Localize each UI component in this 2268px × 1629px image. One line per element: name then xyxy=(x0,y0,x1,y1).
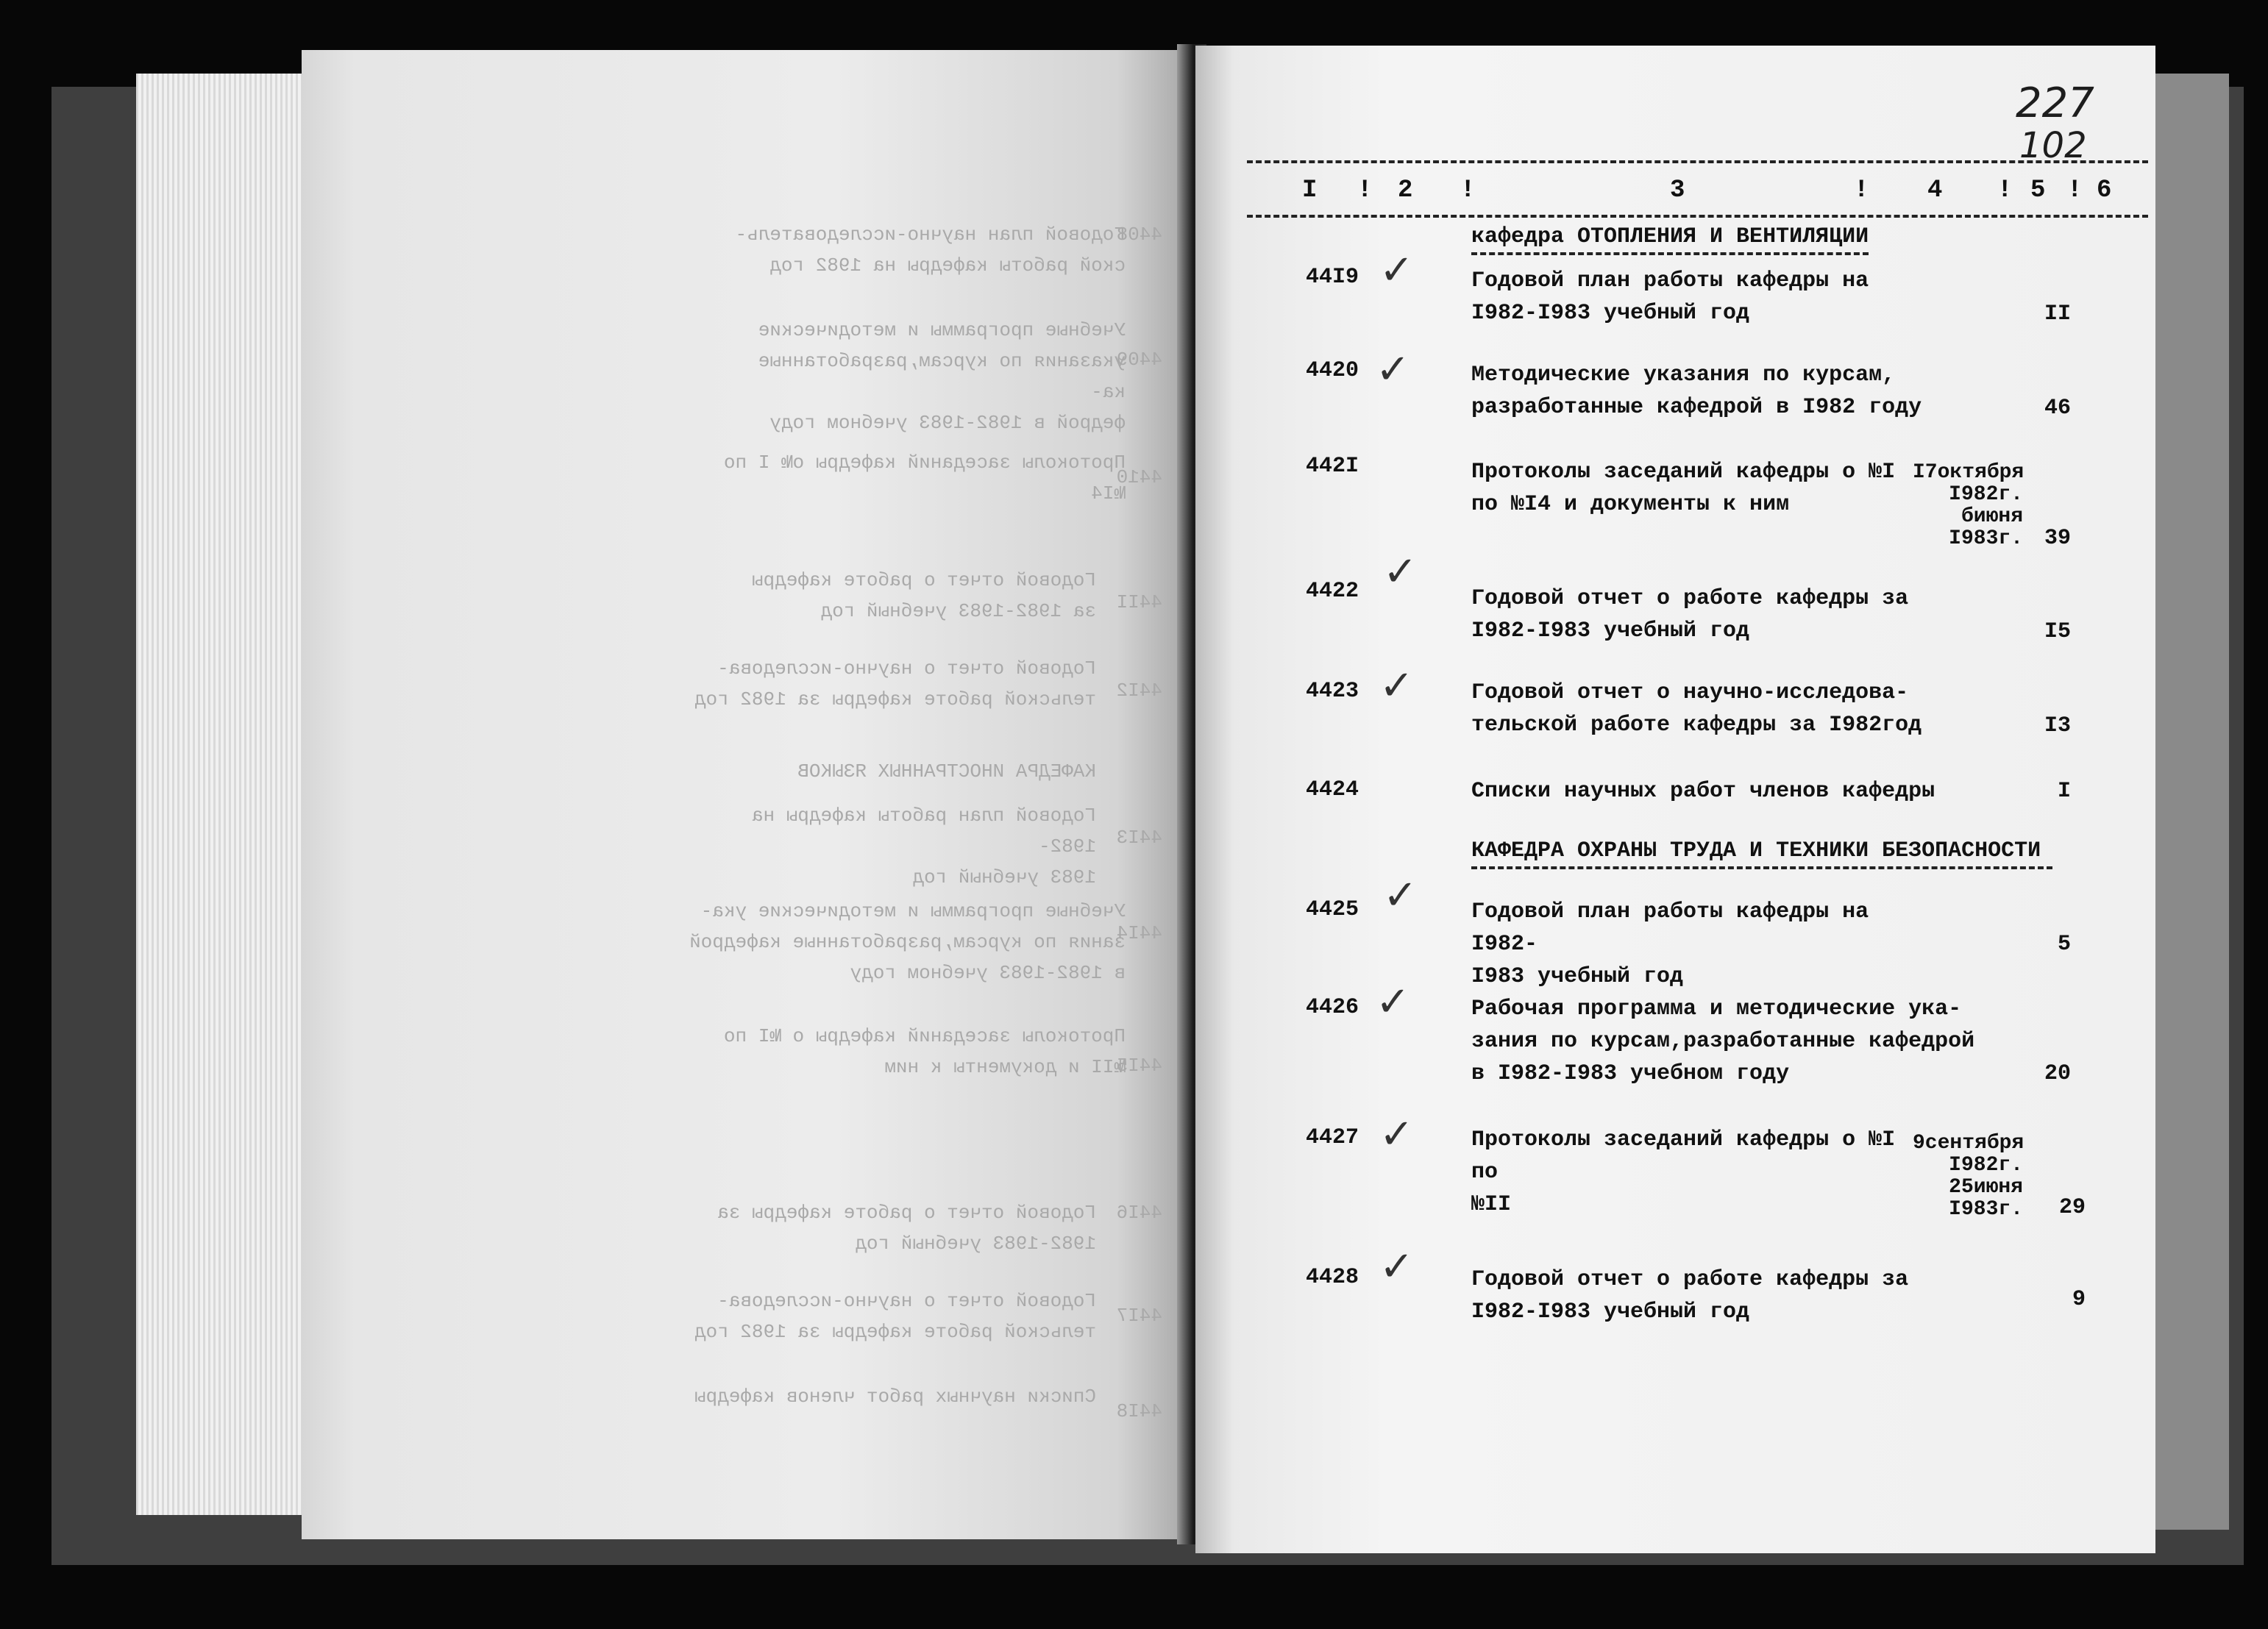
col-5: 5 xyxy=(2030,177,2046,204)
folio-bottom: 102 xyxy=(2019,125,2087,166)
ghost-num-9: 44I6 xyxy=(1116,1202,1162,1224)
entry-description: Годовой план работы кафедры на I982- I983 учебный год xyxy=(1471,899,1869,989)
entry-sheet-count: I5 xyxy=(2044,619,2071,644)
ghost-text-12: Списки научных работ членов кафедры xyxy=(694,1386,1096,1408)
col-3: 3 xyxy=(1670,177,1685,204)
entry-number: 4422 xyxy=(1306,579,1359,604)
ghost-num-10: 44I7 xyxy=(1116,1305,1162,1327)
entry-sheet-count: 9 xyxy=(2072,1287,2086,1312)
entry-number: 44I9 xyxy=(1306,265,1359,290)
check-mark: ✓ xyxy=(1379,662,1414,710)
ghost-text-7: Годовой план работы кафедры на 1982- 1983 учебный год xyxy=(751,805,1096,888)
page-edges xyxy=(136,74,313,1515)
cover-edge xyxy=(2155,74,2229,1530)
entry-description: Годовой отчет о работе кафедры за I982-I983 учебный год xyxy=(1471,1267,1909,1325)
entry-description: Рабочая программа и методические ука- зания по курсам,разработанные кафедрой в I982-I983 учебном году xyxy=(1471,997,1975,1086)
section-heading: кафедра ОТОПЛЕНИЯ И ВЕНТИЛЯЦИИ xyxy=(1471,224,1869,255)
entry-sheet-count: II xyxy=(2044,302,2071,327)
check-mark: ✓ xyxy=(1379,1111,1414,1158)
col-2: 2 xyxy=(1398,177,1413,204)
ghost-num-6: 44I3 xyxy=(1116,827,1162,849)
check-mark: ✓ xyxy=(1376,346,1410,393)
ghost-text-6: КАФЕДРА ИНОСТРАННЫХ ЯЗЫКОВ xyxy=(797,760,1096,783)
ghost-num-11: 44I8 xyxy=(1116,1400,1162,1422)
ghost-num-7: 44I4 xyxy=(1116,922,1162,944)
entry-number: 4425 xyxy=(1306,897,1359,922)
check-mark: ✓ xyxy=(1379,246,1414,294)
entry-sheet-count: I xyxy=(2057,779,2071,804)
col-sep: ! xyxy=(1357,177,1373,204)
entry-sheet-count: 5 xyxy=(2057,932,2071,957)
header-rule-top xyxy=(1247,160,2148,163)
entry-description: Протоколы заседаний кафедры о №I по №II xyxy=(1471,1127,1896,1217)
entry-number: 4428 xyxy=(1306,1265,1359,1290)
left-page xyxy=(302,50,1188,1539)
folio-top: 227 xyxy=(2016,79,2094,127)
ghost-num-2: 4409 xyxy=(1116,349,1162,371)
col-sep: ! xyxy=(1997,177,2013,204)
check-mark: ✓ xyxy=(1379,1243,1414,1291)
entry-sheet-count: 29 xyxy=(2058,1195,2086,1220)
entry-number: 4426 xyxy=(1306,995,1359,1020)
entry-sheet-count: 20 xyxy=(2044,1061,2071,1086)
ghost-num-5: 44I2 xyxy=(1116,680,1162,702)
entry-number: 4420 xyxy=(1306,358,1359,383)
entry-number: 442I xyxy=(1306,454,1359,479)
ghost-text-2: Учебные программы и методические указания по курсам,разработанные ка- федрой в 1982-1983 учебном году xyxy=(758,319,1126,434)
entry-description: Протоколы заседаний кафедры о №I по №I4 и документы к ним xyxy=(1471,460,1896,517)
col-1: I xyxy=(1302,177,1318,204)
ghost-text-11: Годовой отчет о научно-исследова- тельской работе кафедры за 1982 год xyxy=(694,1290,1096,1343)
ghost-num-3: 4410 xyxy=(1116,466,1162,488)
entry-description: Списки научных работ членов кафедры xyxy=(1471,779,1935,804)
entry-description: Годовой план работы кафедры на I982-I983 учебный год xyxy=(1471,268,1869,326)
col-sep: ! xyxy=(1460,177,1476,204)
entry-sheet-count: 39 xyxy=(2044,526,2071,551)
col-sep: ! xyxy=(2067,177,2083,204)
entry-number: 4427 xyxy=(1306,1125,1359,1150)
entry-number: 4423 xyxy=(1306,679,1359,704)
header-rule-bottom xyxy=(1247,215,2148,218)
entry-sheet-count: 46 xyxy=(2044,396,2071,421)
entry-description: Годовой отчет о научно-исследова- тельской работе кафедры за I982год xyxy=(1471,680,1922,738)
ghost-text-4: Годовой отчет о работе кафедры за 1982-1983 учебный год xyxy=(751,569,1096,622)
entry-description: Методические указания по курсам, разработанные кафедрой в I982 году xyxy=(1471,363,1922,420)
ghost-text-5: Годовой отчет о научно-исследова- тельской работе кафедры за 1982 год xyxy=(694,657,1096,710)
ghost-text-10: Годовой отчет о работе кафедры за 1982-1983 учебный год xyxy=(717,1202,1096,1255)
check-mark: ✓ xyxy=(1376,978,1410,1026)
entry-description: Годовой отчет о работе кафедры за I982-I983 учебный год xyxy=(1471,586,1909,644)
check-mark: ✓ xyxy=(1383,871,1418,919)
col-4: 4 xyxy=(1927,177,1943,204)
col-sep: ! xyxy=(1854,177,1869,204)
ghost-text-3: Протоколы заседаний кафедры о№ I по №I4 xyxy=(723,452,1126,505)
ghost-num-8: 44I5 xyxy=(1116,1055,1162,1077)
ghost-text-1: Годовой план научно-исследователь- ской работы кафедры на 1982 год xyxy=(735,224,1126,277)
ghost-num-4: 44II xyxy=(1116,591,1162,613)
entry-number: 4424 xyxy=(1306,777,1359,802)
check-mark: ✓ xyxy=(1383,548,1418,596)
entry-dates: 9сентября I982г. 25июня I983г. xyxy=(1913,1132,2025,1221)
ghost-num-1: 4408 xyxy=(1116,224,1162,246)
section-heading: КАФЕДРА ОХРАНЫ ТРУДА И ТЕХНИКИ БЕЗОПАСНОСТИ xyxy=(1471,838,2052,869)
col-6: 6 xyxy=(2097,177,2112,204)
ghost-text-9: Протоколы заседаний кафедры о №I по №II и документы к ним xyxy=(723,1025,1126,1078)
entry-sheet-count: I3 xyxy=(2044,713,2071,738)
ghost-text-8: Учебные программы и методические ука- зания по курсам,разработанные кафедрой в 1982-1983 учебном году xyxy=(689,900,1126,984)
entry-dates: I7октября I982г. биюня I983г. xyxy=(1913,461,2025,550)
